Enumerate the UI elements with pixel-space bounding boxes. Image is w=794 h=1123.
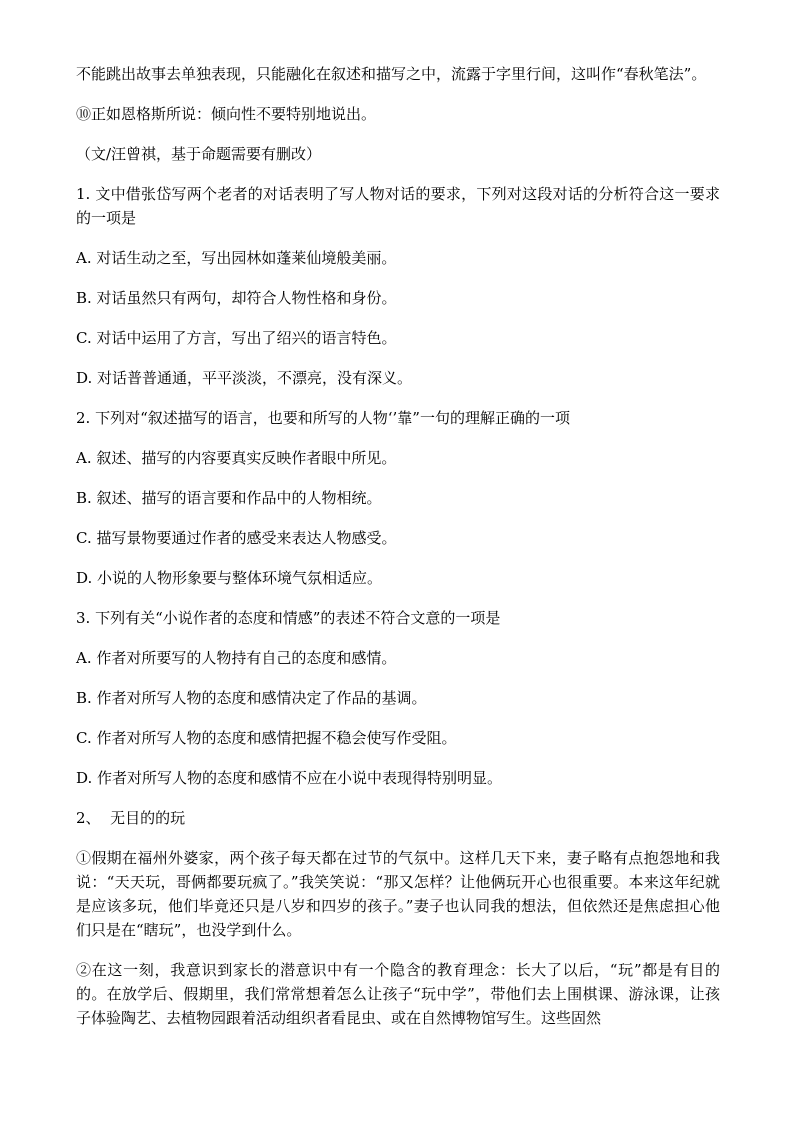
source-note: （文/汪曾祺，基于命题需要有删改） xyxy=(76,145,322,163)
question-2-option-d: D. 小说的人物形象要与整体环境气氛相适应。 xyxy=(76,569,383,587)
question-3-option-b: B. 作者对所写人物的态度和感情决定了作品的基调。 xyxy=(76,689,427,707)
question-1-option-c: C. 对话中运用了方言，写出了绍兴的语言特色。 xyxy=(76,329,397,347)
section-title: 2、 无目的的玩 xyxy=(76,809,186,827)
document-page xyxy=(76,62,720,1030)
question-3-option-d: D. 作者对所写人物的态度和感情不应在小说中表现得特别明显。 xyxy=(76,769,503,787)
question-3-option-a: A. 作者对所要写的人物持有自己的态度和感情。 xyxy=(76,649,397,667)
question-2: 2. 下列对“叙述描写的语言，也要和所写的人物‘’靠”一句的理解正确的一项 xyxy=(76,409,570,427)
question-3-option-c: C. 作者对所写人物的态度和感情把握不稳会使写作受阻。 xyxy=(76,729,457,747)
question-3: 3. 下列有关“小说作者的态度和情感”的表述不符合文意的一项是 xyxy=(76,609,501,627)
question-1-option-b: B. 对话虽然只有两句，却符合人物性格和身份。 xyxy=(76,289,397,307)
paragraph-intro-continuation: 不能跳出故事去单独表现，只能融化在叙述和描写之中，流露于字里行间，这叫作“春秋笔法”。 xyxy=(76,65,707,83)
question-1-option-a: A. 对话生动之至，写出园林如蓬莱仙境般美丽。 xyxy=(76,249,397,267)
question-1: 1. 文中借张岱写两个老者的对话表明了写人物对话的要求，下列对这段对话的分析符合这一要求的一项是 xyxy=(76,185,720,227)
question-2-option-a: A. 叙述、描写的内容要真实反映作者眼中所见。 xyxy=(76,449,397,467)
paragraph-10: ⑩正如恩格斯所说：倾向性不要特别地说出。 xyxy=(76,105,377,123)
question-2-option-b: B. 叙述、描写的语言要和作品中的人物相统。 xyxy=(76,489,382,507)
story-paragraph-2: ②在这一刻，我意识到家长的潜意识中有一个隐含的教育理念：长大了以后，“玩”都是有目的的。在放学后、假期里，我们常常想着怎么让孩子“玩中学”，带他们去上围棋课、游泳课，让孩子体验陶艺、去植物园跟着活动组织者看昆虫、或在自然博物馆写生。这些固然 xyxy=(76,961,720,1027)
question-2-option-c: C. 描写景物要通过作者的感受来表达人物感受。 xyxy=(76,529,397,547)
story-paragraph-1: ①假期在福州外婆家，两个孩子每天都在过节的气氛中。这样几天下来，妻子略有点抱怨地和我说：“天天玩，哥俩都要玩疯了。”我笑笑说：“那又怎样？让他俩玩开心也很重要。本来这年纪就是应该多玩，他们毕竟还只是八岁和四岁的孩子。”妻子也认同我的想法，但依然还是焦虑担心他们只是在“瞎玩”，也没学到什么。 xyxy=(76,849,720,939)
question-1-option-d: D. 对话普普通通，平平淡淡，不漂亮，没有深义。 xyxy=(76,369,413,387)
